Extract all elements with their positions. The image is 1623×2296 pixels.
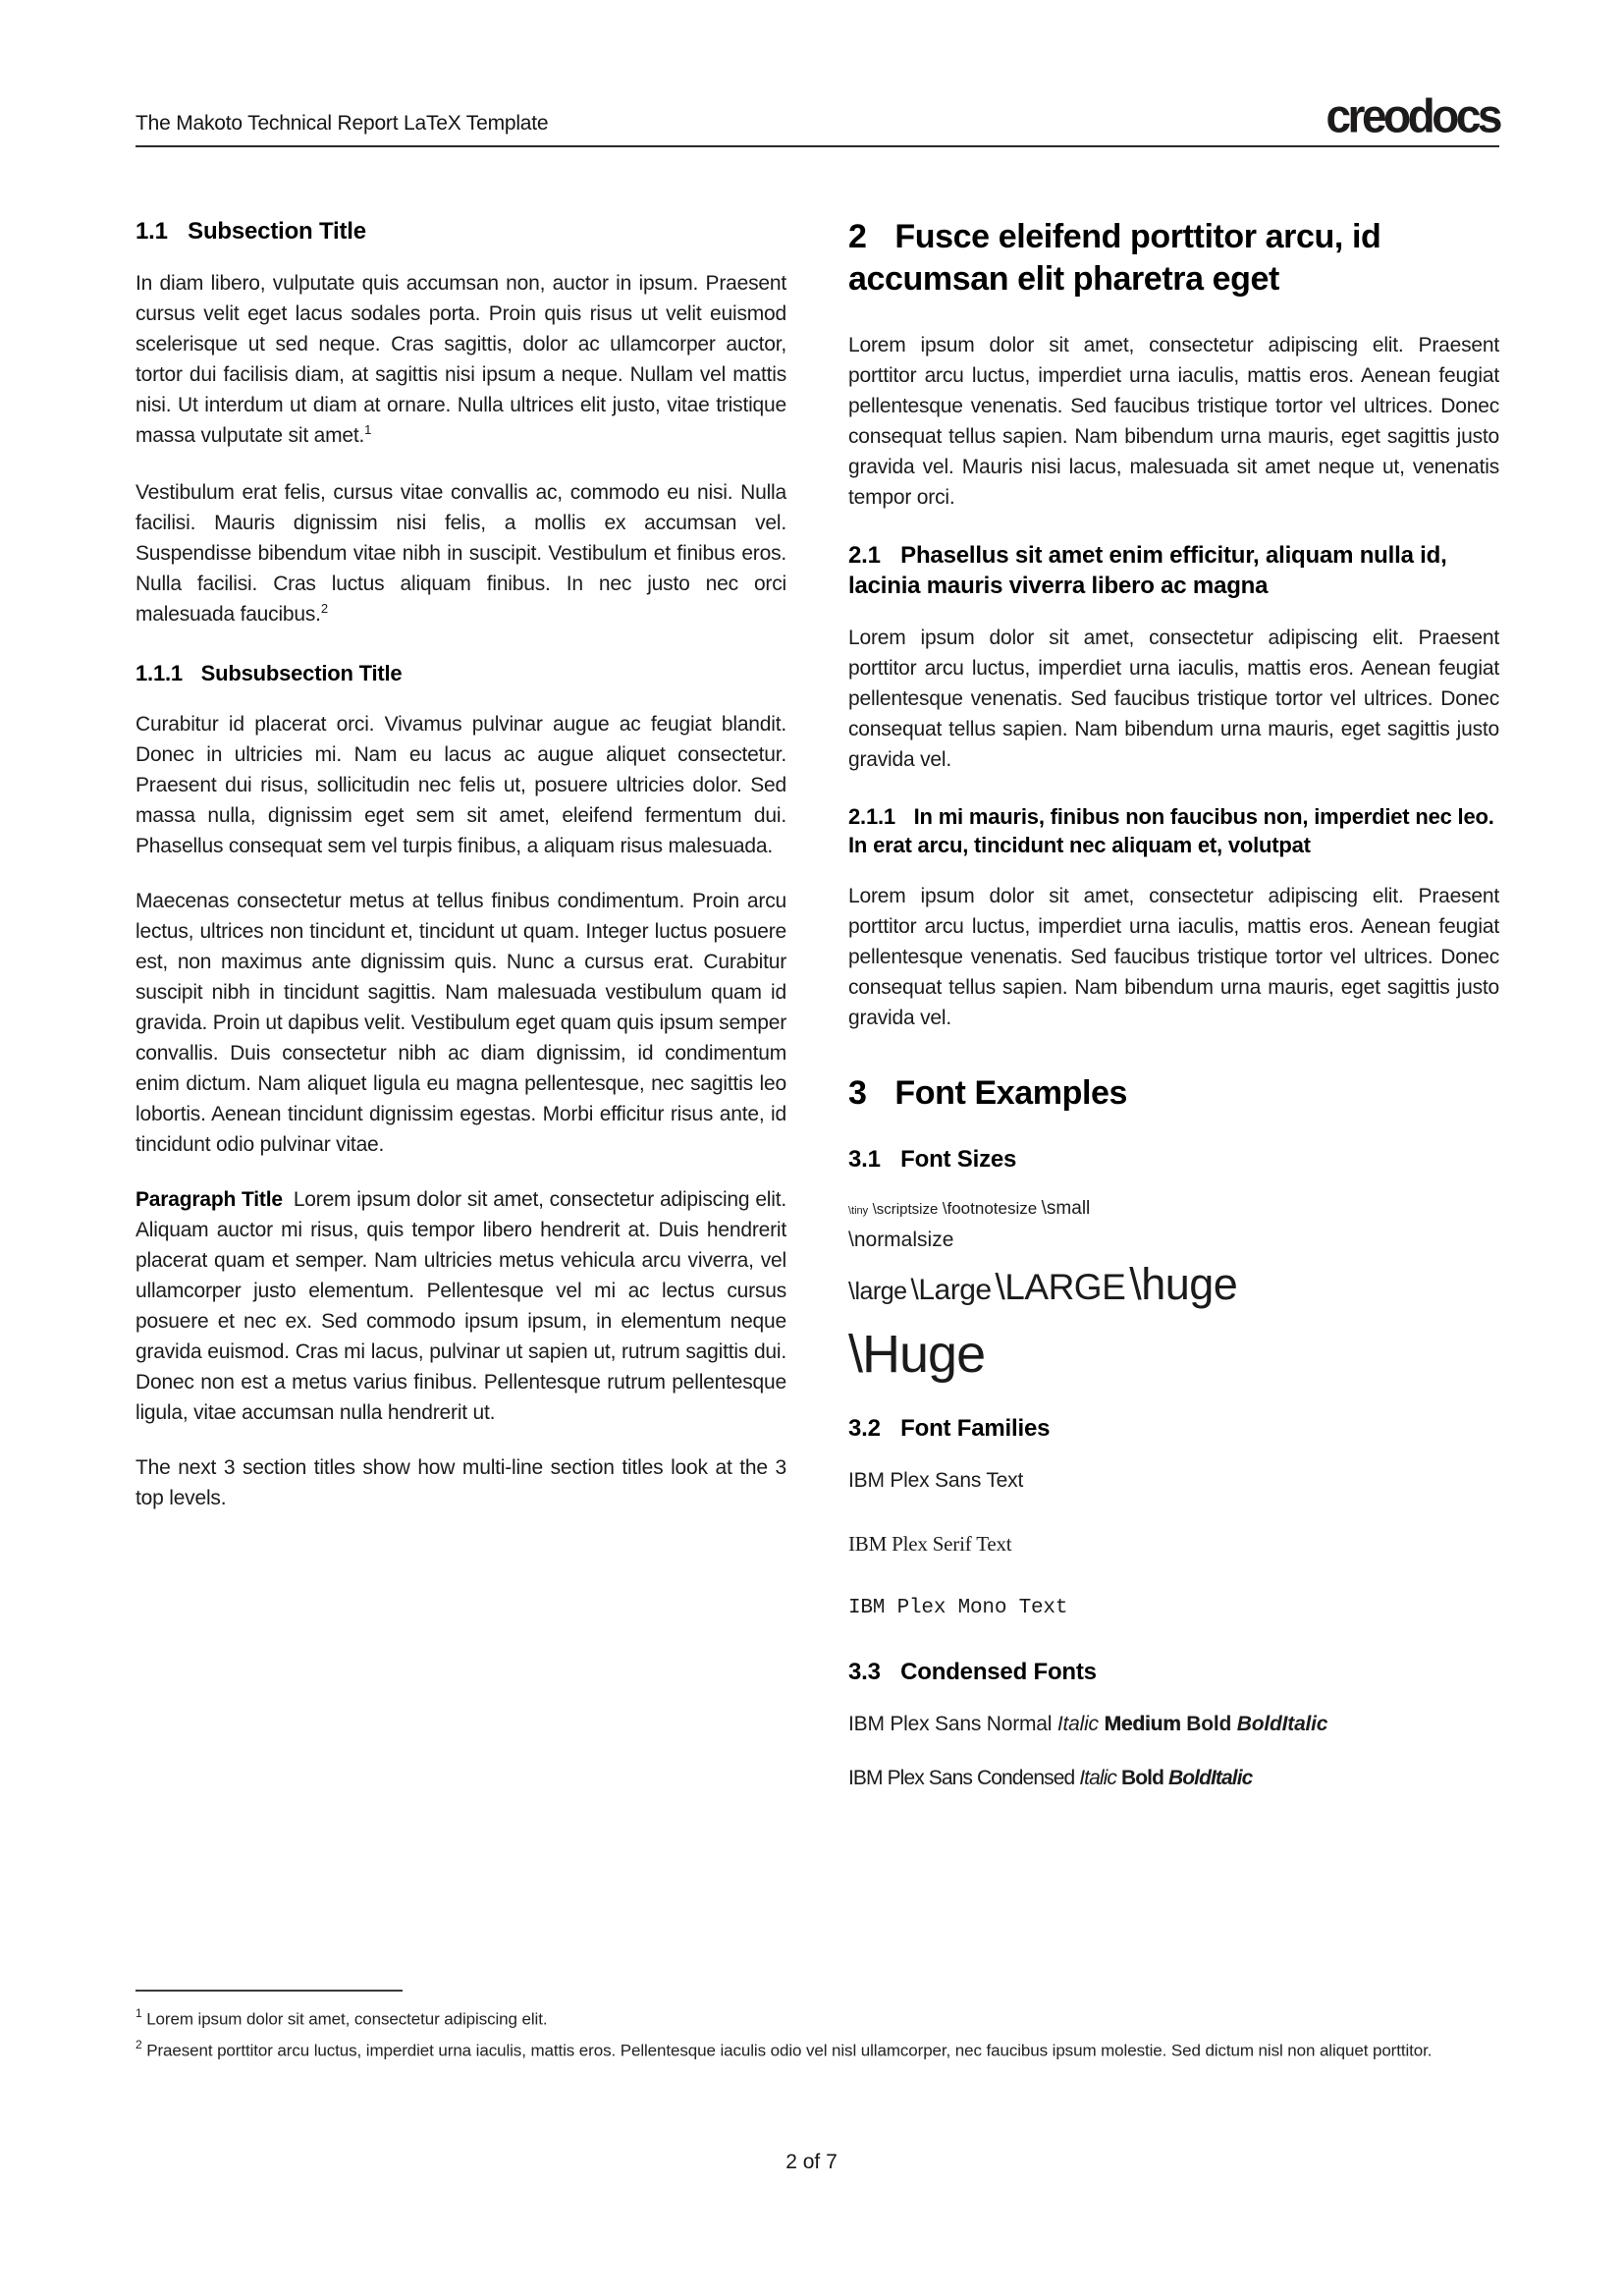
page-header <box>135 88 1499 147</box>
condensed-normal-lead: IBM Plex Sans Normal <box>848 1713 1053 1735</box>
running-header-title: The Makoto Technical Report LaTeX Template <box>135 112 549 135</box>
section-number: 2 <box>848 218 867 255</box>
subsection-title: Subsection Title <box>188 218 366 245</box>
subsection-title: Condensed Fonts <box>900 1659 1097 1685</box>
section-heading-3 <box>848 1072 1499 1115</box>
left-column <box>135 216 786 1817</box>
subsection-title: Font Families <box>900 1415 1051 1442</box>
right-column <box>848 216 1499 1817</box>
font-family-sans-sample: IBM Plex Sans Text <box>848 1469 1024 1492</box>
subsection-number: 3.1 <box>848 1146 881 1173</box>
subsection-title: Phasellus sit amet enim efficitur, aliquam nulla id, lacinia mauris viverra libero ac magna <box>848 542 1447 599</box>
paragraph-run-in-title: Paragraph Title <box>135 1188 283 1211</box>
subsection-number: 3.3 <box>848 1659 881 1685</box>
body-paragraph <box>135 268 786 453</box>
creodocs-logo: creodocs <box>1325 88 1499 143</box>
footnote-marker-2: 2 <box>320 601 329 616</box>
body-paragraph: Lorem ipsum dolor sit amet, consectetur adipiscing elit. Praesent porttitor arcu luctus, imperdiet urna iaculis, mattis eros. Aenean feugiat pellentesque venenatis. Sed faucibus tristique tortor vel ultrices. Donec consequat tellus sapien. Nam bibendum urna mauris, eget sagittis justo gravida vel. <box>848 627 1499 771</box>
latex-scriptsize-sample: \scriptsize <box>872 1201 939 1218</box>
font-family-serif-sample: IBM Plex Serif Text <box>848 1532 1012 1556</box>
section-title: Font Examples <box>894 1074 1128 1112</box>
condensed-fonts-normal-line <box>848 1709 1499 1739</box>
body-paragraph: Curabitur id placerat orci. Vivamus pulvinar augue ac feugiat blandit. Donec in ultricies mi. Nam eu lacus ac augue aliquet consectetur. Praesent dui risus, sollicitudin nec felis ut, posuere ultricies dolor. Sed massa nulla, dignissim eget sem sit amet, eleifend fermentum dui. Phasellus consequat sem vel turpis finibus, a aliquam risus malesuada. <box>135 713 786 857</box>
subsection-number: 2.1 <box>848 542 881 569</box>
body-paragraph <box>135 477 786 631</box>
font-family-mono-sample: IBM Plex Mono Text <box>848 1597 1068 1619</box>
body-paragraph-with-run-in-title <box>135 1184 786 1428</box>
paragraph-text: In diam libero, vulputate quis accumsan non, auctor in ipsum. Praesent cursus velit eget lacus sodales porta. Proin quis risus ut velit euismod scelerisque ut sed neque. Cras sagittis, dolor ac ullamcorper auctor, tortor dui facilisis diam, at sagittis nisi ipsum a neque. Nullam vel mattis nisi. Ut interdum ut diam at ornare. Nulla ultrices elit justo, vitae tristique massa vulputate sit amet. <box>135 272 786 447</box>
font-size-line-normalsize <box>848 1224 1499 1257</box>
footnote-1-mark: 1 <box>135 2006 142 2020</box>
subsection-title: Font Sizes <box>900 1146 1017 1173</box>
latex-small-sample: \small <box>1041 1198 1091 1219</box>
latex-tiny-sample: \tiny <box>848 1205 869 1217</box>
body-paragraph: The next 3 section titles show how multi-line section titles look at the 3 top levels. <box>135 1456 786 1509</box>
condensed-normal-bolditalic: BoldItalic <box>1236 1713 1328 1735</box>
footnote-rule <box>135 1990 403 1992</box>
footnote-2-text: Praesent porttitor arcu luctus, imperdiet urna iaculis, mattis eros. Pellentesque iaculis odio vel nisl ullamcorper, nec faucibus ipsum molestie. Sed dictum nisl non aliquet porttitor. <box>146 2041 1433 2060</box>
two-column-body <box>135 216 1499 1817</box>
condensed-normal-italic: Italic <box>1056 1713 1099 1735</box>
subsubsection-title: Subsubsection Title <box>200 661 403 685</box>
latex-normalsize-sample: \normalsize <box>848 1229 954 1251</box>
subsubsection-heading-1-1-1 <box>135 659 786 687</box>
latex-LARGE-sample: \LARGE <box>995 1267 1126 1307</box>
subsection-number: 1.1 <box>135 218 168 245</box>
subsubsection-number: 1.1.1 <box>135 661 183 685</box>
subsection-heading-3-1 <box>848 1144 1499 1175</box>
subsubsection-heading-2-1-1 <box>848 802 1499 859</box>
subsubsection-title: In mi mauris, finibus non faucibus non, imperdiet nec leo. In erat arcu, tincidunt nec aliquam et, volutpat <box>848 804 1494 857</box>
subsubsection-number: 2.1.1 <box>848 804 895 829</box>
condensed-condensed-bolditalic: BoldItalic <box>1167 1767 1253 1789</box>
body-paragraph: Lorem ipsum dolor sit amet, consectetur adipiscing elit. Praesent porttitor arcu luctus, imperdiet urna iaculis, mattis eros. Aenean feugiat pellentesque venenatis. Sed faucibus tristique tortor vel ultrices. Donec consequat tellus sapien. Nam bibendum urna mauris, eget sagittis justo gravida vel. <box>848 885 1499 1029</box>
subsection-heading-2-1 <box>848 540 1499 601</box>
body-paragraph: Maecenas consectetur metus at tellus finibus condimentum. Proin arcu lectus, ultrices non tincidunt et, tincidunt ut quam. Integer luctus posuere est, non maximus ante dignissim quis. Nunc a cursus erat. Curabitur suscipit nibh in tincidunt sagittis. Nam malesuada vestibulum quam id gravida. Proin ut dapibus velit. Vestibulum eget quam quis ipsum semper convallis. Duis consectetur nibh ac diam dignissim, id condimentum enim dictum. Nam aliquet ligula eu magna pellentesque, nec sagittis leo lobortis. Aenean tincidunt dignissim egestas. Morbi efficitur risus ante, id tincidunt odio pulvinar vitae. <box>135 890 786 1156</box>
subsection-heading-1-1 <box>135 216 786 246</box>
page-number: 2 of 7 <box>785 2151 838 2173</box>
footnote-1-text: Lorem ipsum dolor sit amet, consectetur adipiscing elit. <box>146 2009 548 2029</box>
font-size-line-large-sizes <box>848 1257 1499 1323</box>
condensed-fonts-condensed-line <box>848 1763 1499 1793</box>
condensed-condensed-italic: Italic <box>1079 1767 1116 1789</box>
condensed-normal-bold: Bold <box>1186 1713 1232 1735</box>
body-paragraph: Lorem ipsum dolor sit amet, consectetur adipiscing elit. Praesent porttitor arcu luctus, imperdiet urna iaculis, mattis eros. Aenean feugiat pellentesque venenatis. Sed faucibus tristique tortor vel ultrices. Donec consequat tellus sapien. Nam bibendum urna mauris, eget sagittis justo gravida vel. Mauris nisi lacus, malesuada sit amet neque ut, venenatis tempor orci. <box>848 334 1499 509</box>
font-size-line-Huge <box>848 1323 1499 1386</box>
condensed-condensed-bold: Bold <box>1120 1767 1163 1789</box>
latex-huge-sample: \huge <box>1129 1259 1238 1309</box>
latex-large-sample: \large <box>848 1278 907 1305</box>
page-footer <box>0 2151 1623 2174</box>
footnote-2 <box>135 2033 1499 2064</box>
condensed-condensed-lead: IBM Plex Sans Condensed <box>848 1767 1075 1789</box>
footnote-2-mark: 2 <box>135 2037 142 2051</box>
subsection-heading-3-3 <box>848 1657 1499 1687</box>
latex-Huge-sample: \Huge <box>848 1325 986 1384</box>
latex-footnotesize-sample: \footnotesize <box>942 1199 1038 1218</box>
subsection-heading-3-2 <box>848 1413 1499 1444</box>
subsection-number: 3.2 <box>848 1415 881 1442</box>
paragraph-text: Vestibulum erat felis, cursus vitae convallis ac, commodo eu nisi. Nulla facilisi. Mauris dignissim nisi felis, a mollis ex accumsan vel. Suspendisse bibendum vitae nibh in suscipit. Vestibulum et finibus eros. Nulla facilisi. Cras luctus aliquam finibus. In nec justo nec orci malesuada faucibus. <box>135 481 786 626</box>
footnote-area <box>135 1990 1499 2063</box>
paragraph-text: Lorem ipsum dolor sit amet, consectetur adipiscing elit. Aliquam auctor mi risus, quis tempor libero hendrerit at. Duis hendrerit placerat quam et semper. Nam ultricies metus vehicula arcu viverra, vel ullamcorper justo elementum. Pellentesque vel mi ac lectus cursus posuere et nec ex. Sed commodo ipsum ipsum, in elementum neque gravida euismod. Cras mi lacus, pulvinar ut sapien ut, rutrum sagittis dui. Donec non est a metus varius finibus. Pellentesque rutrum pellentesque ligula, vitae accumsan nulla hendrerit ut. <box>135 1188 787 1424</box>
section-number: 3 <box>848 1074 867 1112</box>
condensed-normal-medium: Medium <box>1104 1713 1181 1735</box>
section-title: Fusce eleifend porttitor arcu, id accumsan elit pharetra eget <box>848 218 1381 298</box>
font-size-line-small-sizes <box>848 1196 1499 1224</box>
section-heading-2 <box>848 216 1499 301</box>
font-size-examples <box>848 1196 1499 1386</box>
latex-Large-sample: \Large <box>910 1274 992 1306</box>
footnote-marker-1: 1 <box>364 422 372 437</box>
footnote-1 <box>135 2001 1499 2033</box>
